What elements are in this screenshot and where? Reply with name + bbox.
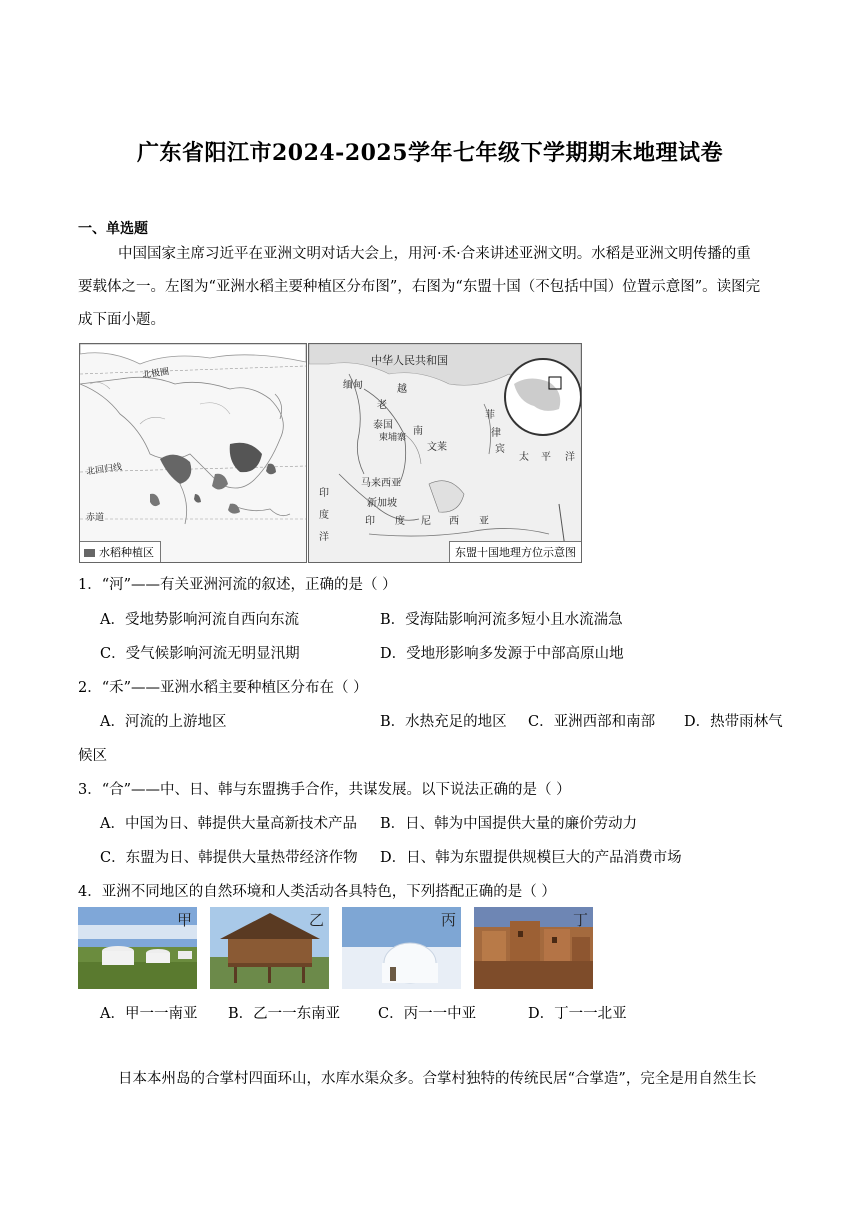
intro-line-2: 要载体之一。左图为“亚洲水稻主要种植区分布图”，右图为“东盟十国（不包括中国）位置示意图”。读图完 [78,279,761,295]
label-vietnam-yue: 越 [397,384,407,395]
label-phil-fei: 菲 [485,410,495,421]
q4-option-a[interactable]: A．甲一一南亚 [100,1006,198,1022]
label-indian-yin: 印 [319,488,329,499]
label-cambodia: 柬埔寨 [379,433,407,443]
label-indian-yang: 洋 [319,532,329,543]
photo-tag-jia: 甲 [176,911,192,929]
label-indo-du: 度 [395,516,405,527]
q3-option-a[interactable]: A．中国为日、韩提供大量高新技术产品 [100,816,357,832]
label-phil-lv: 律 [491,428,501,439]
q3-stem: 3．“合”——中、日、韩与东盟携手合作，共谋发展。以下说法正确的是（ ） [78,782,571,798]
q2-stem: 2．“禾”——亚洲水稻主要种植区分布在（ ） [78,680,368,696]
q4-option-b[interactable]: B．乙一一东南亚 [228,1006,341,1022]
label-pacific-yang: 洋 [565,452,575,463]
photo-tag-bing: 丙 [440,911,456,929]
label-pacific-tai: 太 [519,452,529,463]
label-pacific-ping: 平 [541,452,551,463]
label-singapore: 新加坡 [367,498,397,509]
label-china: 中华人民共和国 [371,354,448,367]
label-nan: 南 [413,426,423,437]
asean-map [308,343,582,563]
photo-tag-ding: 丁 [572,911,588,929]
q2-option-b[interactable]: B．水热充足的地区 [380,714,507,730]
q2-option-a[interactable]: A．河流的上游地区 [100,714,227,730]
intro-line-1: 中国国家主席习近平在亚洲文明对话大会上，用河·禾·合来讲述亚洲文明。水稻是亚洲文明传播的重 [118,246,751,262]
photo-yi-stilt-house [210,907,329,989]
label-indo-yin: 印 [365,516,375,527]
legend-label: 水稻种植区 [99,546,154,559]
closing-paragraph [78,1063,782,1096]
photo-ding-mud-houses [474,907,593,989]
label-indo-ya: 亚 [479,516,489,527]
photo-tag-yi: 乙 [308,911,324,929]
asean-map-caption: 东盟十国地理方位示意图 [449,541,581,562]
photo-bing-igloo [342,907,461,989]
q1-option-c[interactable]: C．受气候影响河流无明显汛期 [100,646,300,662]
q4-stem: 4．亚洲不同地区的自然环境和人类活动各具特色，下列搭配正确的是（ ） [78,884,556,900]
label-malaysia: 马来西亚 [361,478,401,489]
q4-option-c[interactable]: C．丙一一中亚 [378,1006,477,1022]
asia-rice-map [79,343,307,563]
q1-option-b[interactable]: B．受海陆影响河流多短小且水流湍急 [380,612,623,628]
arctic-circle-label: 北极圈 [141,367,170,381]
intro-paragraph [78,238,782,337]
equator-label: 赤道 [86,513,105,523]
label-brunei: 文莱 [427,442,447,453]
page-title: 广东省阳江市2024-2025学年七年级下学期期末地理试卷 [136,140,724,166]
label-phil-bin: 宾 [495,444,505,455]
label-laos: 老 [377,400,387,411]
q2-option-d-wrap: 候区 [78,748,107,764]
map-legend [80,541,161,562]
label-indian-du: 度 [319,510,329,521]
intro-line-3: 成下面小题。 [78,312,165,328]
q3-option-c[interactable]: C．东盟为日、韩提供大量热带经济作物 [100,850,358,866]
legend-swatch [84,549,95,557]
q3-option-b[interactable]: B．日、韩为中国提供大量的廉价劳动力 [380,816,638,832]
label-thailand: 泰国 [373,420,393,431]
q1-option-d[interactable]: D．受地形影响多发源于中部高原山地 [380,646,624,662]
tropic-label: 北回归线 [85,462,123,478]
q3-option-d[interactable]: D．日、韩为东盟提供规模巨大的产品消费市场 [380,850,682,866]
q2-option-c[interactable]: C．亚洲西部和南部 [528,714,656,730]
closing-line-1: 日本本州岛的合掌村四面环山，水库水渠众多。合掌村独特的传统民居“合掌造”，完全是用自然生长 [118,1071,757,1087]
q2-option-d[interactable]: D．热带雨林气 [684,714,783,730]
photo-jia-yurts [78,907,197,989]
q1-stem: 1．“河”——有关亚洲河流的叙述，正确的是（ ） [78,577,397,593]
q1-option-a[interactable]: A．受地势影响河流自西向东流 [100,612,299,628]
q4-option-d[interactable]: D．丁一一北亚 [528,1006,627,1022]
section-heading: 一、单选题 [78,221,148,237]
label-indo-xi: 西 [449,516,459,527]
label-indo-ni: 尼 [421,516,431,527]
asia-map-graphic [80,344,306,562]
label-myanmar: 缅甸 [343,380,363,391]
